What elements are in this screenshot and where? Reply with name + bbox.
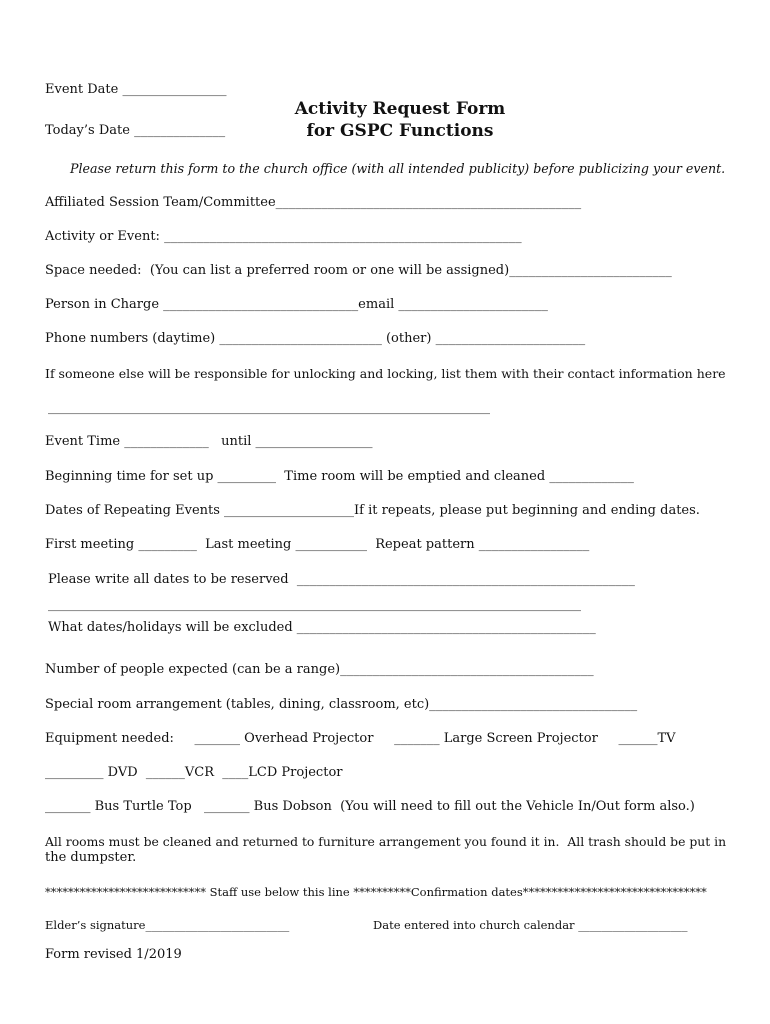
equipment-row-1: Equipment needed: _______ Overhead Projector _______ Large Screen Projector ______TV	[45, 731, 676, 746]
event-time-field: Event Time _____________ until __________________	[45, 434, 373, 449]
reserved-dates-blank: __________________________________________________________________________________	[48, 597, 581, 612]
event-date-field: Event Date ________________	[45, 82, 227, 97]
form-title-line1: Activity Request Form	[294, 99, 506, 119]
reserved-dates-field: Please write all dates to be reserved ____________________________________________________	[48, 572, 635, 587]
space-needed-field: Space needed: (You can list a preferred room or one will be assigned)_________________________	[45, 263, 672, 278]
affiliated-team-field: Affiliated Session Team/Committee_______________________________________________	[45, 195, 582, 210]
staff-divider: **************************** Staff use below this line **********Confirmation dates********************************	[45, 885, 707, 899]
room-arrangement-field: Special room arrangement (tables, dining, classroom, etc)________________________________	[45, 697, 638, 712]
people-expected-field: Number of people expected (can be a range)_______________________________________	[45, 662, 594, 677]
activity-field: Activity or Event: _______________________________________________________	[45, 229, 522, 244]
cleanup-text-line2: the dumpster.	[45, 850, 137, 865]
excluded-dates-field: What dates/holidays will be excluded ______________________________________________	[48, 620, 596, 635]
unlock-contact-blank: ____________________________________________________________________	[48, 400, 490, 415]
unlock-contact-text: If someone else will be responsible for unlocking and locking, list them with their contact information here	[45, 366, 726, 381]
setup-time-field: Beginning time for set up _________ Time room will be emptied and cleaned _____________	[45, 469, 634, 484]
instructions-text: Please return this form to the church office (with all intended publicity) before publicizing your event.	[70, 161, 726, 176]
cleanup-text-line1: All rooms must be cleaned and returned to furniture arrangement you found it in. All trash should be put in	[45, 835, 727, 849]
person-in-charge-field: Person in Charge ______________________________email _______________________	[45, 297, 548, 312]
bus-field: _______ Bus Turtle Top _______ Bus Dobson (You will need to fill out the Vehicle In/Out form also.)	[45, 799, 695, 814]
form-title-line2: for GSPC Functions	[306, 121, 494, 141]
phone-numbers-field: Phone numbers (daytime) _________________________ (other) _______________________	[45, 331, 586, 346]
equipment-row-2: _________ DVD ______VCR ____LCD Projector	[45, 765, 343, 780]
form-revised-text: Form revised 1/2019	[45, 947, 182, 962]
date-entered-field: Date entered into church calendar ___________________	[373, 918, 688, 932]
todays-date-field: Today’s Date ______________	[45, 123, 226, 138]
meetings-field: First meeting _________ Last meeting ___________ Repeat pattern _________________	[45, 537, 590, 552]
repeating-dates-field: Dates of Repeating Events ____________________If it repeats, please put beginning and ending dates.	[45, 503, 700, 518]
elder-signature-field: Elder’s signature_________________________	[45, 918, 290, 932]
